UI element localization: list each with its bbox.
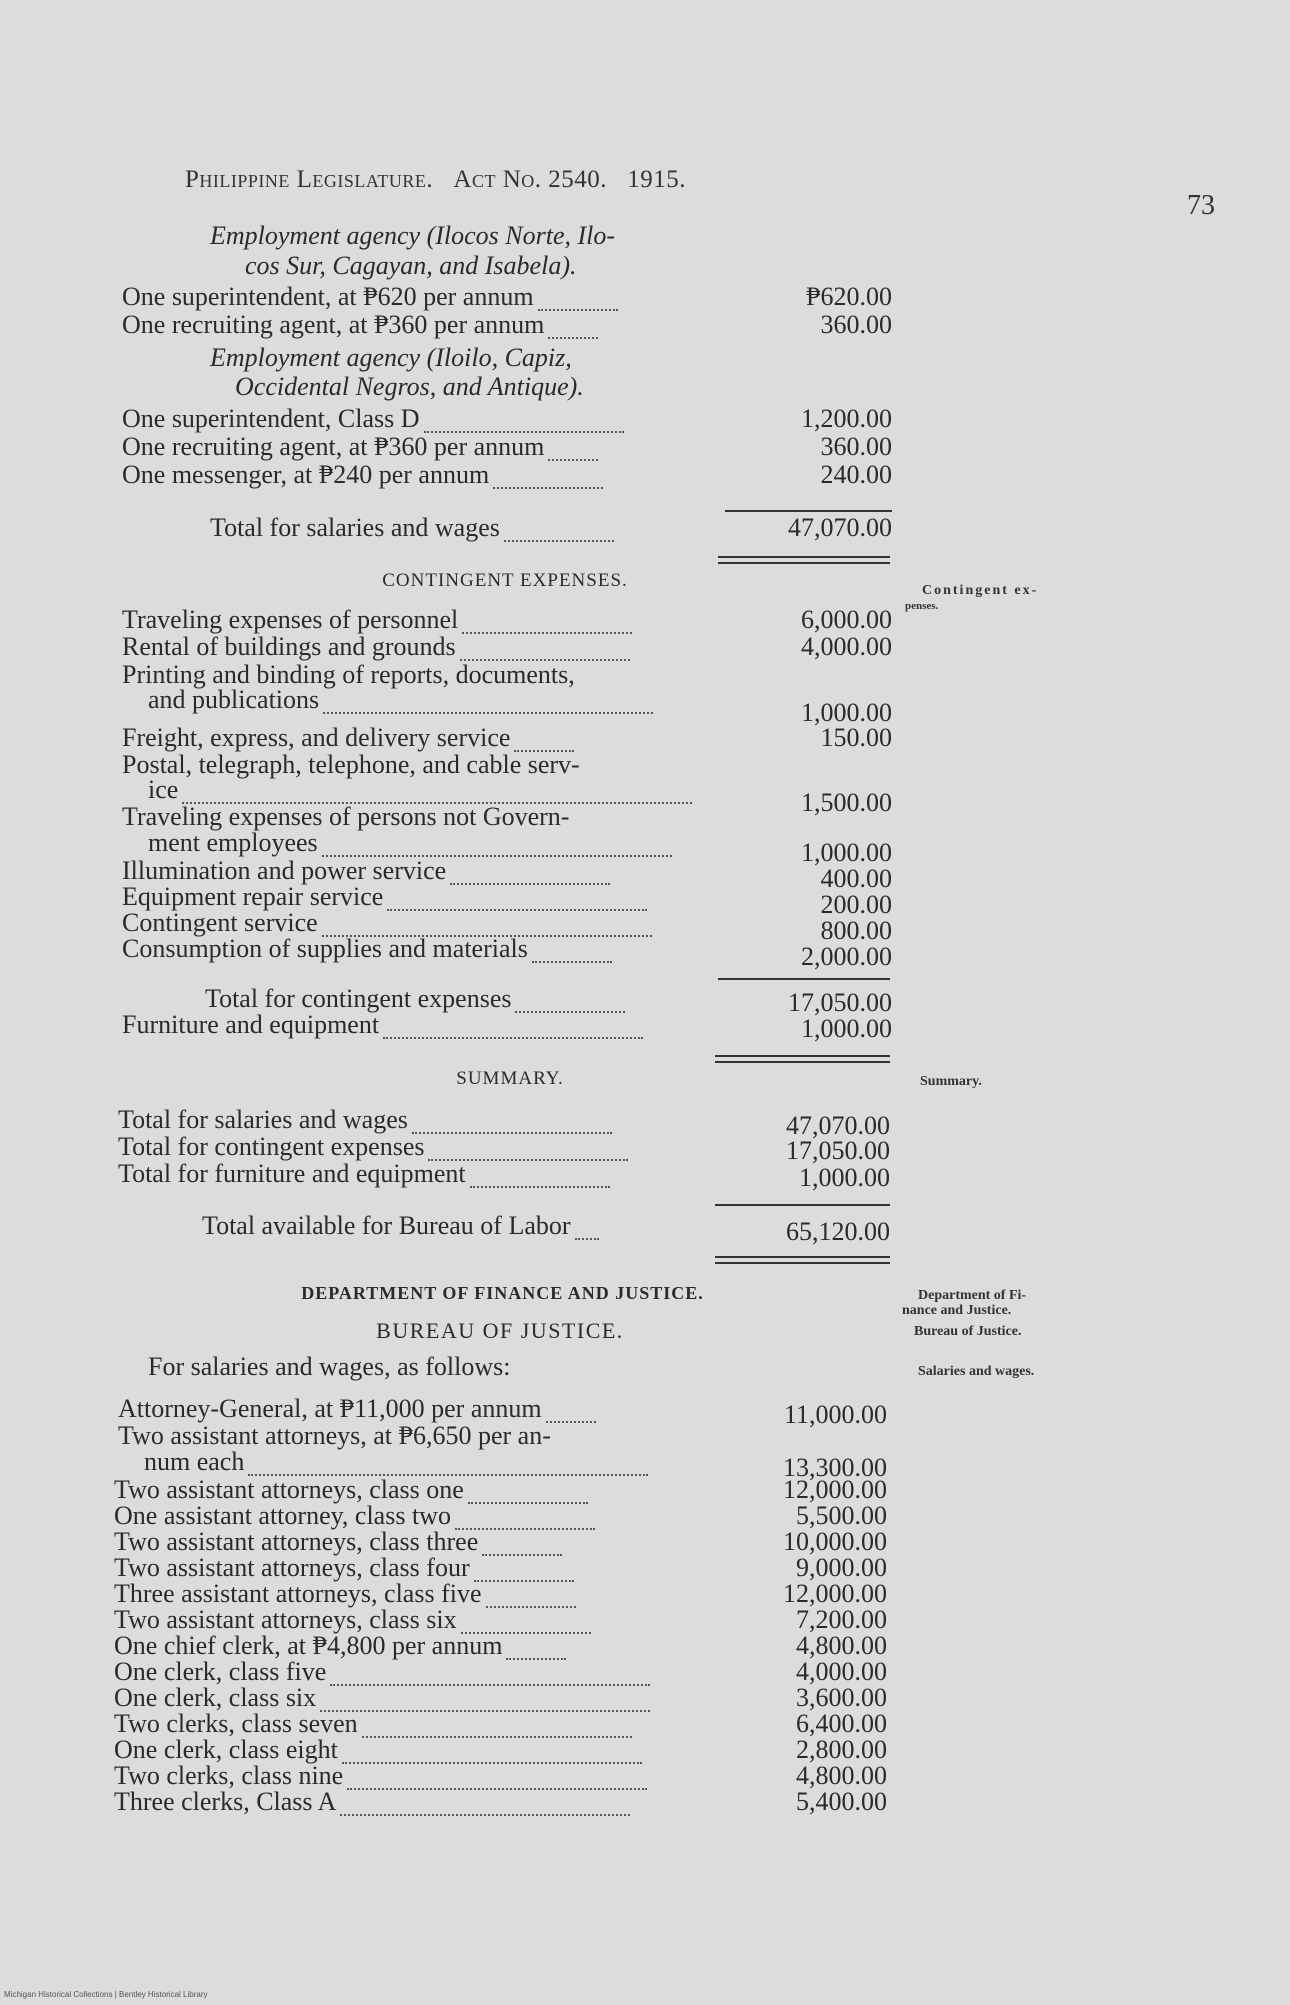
row-label: Total for salaries and wages [118, 1106, 408, 1134]
continuation-line: Printing and binding of reports, documents, [122, 660, 575, 689]
margin-note-department-1: Department of Fi- [918, 1288, 1027, 1303]
row-label: One recruiting agent, at ₱360 per annum [122, 311, 545, 339]
row-amount: 240.00 [820, 460, 892, 489]
row-label: One recruiting agent, at ₱360 per annum [122, 433, 545, 461]
total-row [0, 1212, 1290, 1246]
row-amount: 4,000.00 [796, 1657, 887, 1686]
ledger-row [0, 686, 1290, 727]
row-amount: 12,000.00 [783, 1475, 887, 1504]
ledger-row [0, 724, 1290, 752]
ledger-row [0, 1710, 1290, 1738]
row-label: Two assistant attorneys, class three [114, 1528, 479, 1556]
row-amount: 360.00 [820, 432, 892, 461]
margin-note-salaries: Salaries and wages. [918, 1364, 1035, 1379]
row-amount: 1,000.00 [799, 1163, 890, 1192]
department-heading: DEPARTMENT OF FINANCE AND JUSTICE. [301, 1283, 704, 1303]
row-amount: 200.00 [820, 890, 892, 919]
row-amount: 47,070.00 [786, 1111, 890, 1140]
page-number: 73 [1187, 190, 1215, 221]
ledger-row [0, 1133, 1290, 1165]
margin-note-summary: Summary. [920, 1074, 982, 1089]
margin-note-contingent-2: penses. [905, 600, 939, 612]
sum-rule [718, 978, 890, 980]
row-label: Equipment repair service [122, 883, 384, 911]
row-amount: 4,800.00 [796, 1631, 887, 1660]
ledger-row [0, 1606, 1290, 1634]
ledger-row [0, 1448, 1290, 1482]
margin-note-bureau: Bureau of Justice. [914, 1324, 1022, 1339]
row-amount: 13,300.00 [783, 1453, 887, 1482]
row-amount: 2,800.00 [796, 1735, 887, 1764]
double-rule [718, 562, 890, 564]
row-label: Consumption of supplies and materials [122, 935, 528, 963]
ledger-row [0, 1160, 1290, 1192]
row-amount: 400.00 [820, 864, 892, 893]
row-label: Total available for Bureau of Labor [202, 1212, 571, 1240]
row-amount: ₱620.00 [806, 282, 892, 311]
ledger-row [0, 405, 1290, 433]
ilocos-heading-line-1: Employment agency (Ilocos Norte, Ilo- [210, 221, 616, 250]
row-amount: 47,070.00 [788, 513, 892, 542]
ledger-row [0, 1632, 1290, 1660]
continuation-line: Two assistant attorneys, at ₱6,650 per an- [118, 1421, 551, 1450]
row-label: Three assistant attorneys, class five [114, 1580, 482, 1608]
row-amount: 1,000.00 [801, 698, 892, 727]
ledger-row [0, 829, 1290, 867]
row-amount: 5,400.00 [796, 1787, 887, 1816]
ledger-row [0, 1762, 1290, 1790]
row-amount: 7,200.00 [796, 1605, 887, 1634]
ledger-row [0, 1528, 1290, 1556]
ledger-row [0, 461, 1290, 489]
row-amount: 6,000.00 [801, 605, 892, 634]
continuation-line: Postal, telegraph, telephone, and cable serv- [122, 750, 580, 779]
ledger-row [0, 433, 1290, 461]
row-amount: 3,600.00 [796, 1683, 887, 1712]
row-label: Rental of buildings and grounds [122, 633, 456, 661]
row-amount: 360.00 [820, 310, 892, 339]
ledger-row [0, 1554, 1290, 1582]
row-amount: 4,000.00 [801, 632, 892, 661]
header-act: Act No. 2540. [453, 166, 608, 193]
row-amount: 11,000.00 [783, 1400, 887, 1429]
ledger-row [0, 1502, 1290, 1530]
row-amount: 6,400.00 [796, 1709, 887, 1738]
row-amount: 5,500.00 [796, 1501, 887, 1530]
row-amount: 65,120.00 [786, 1217, 890, 1246]
iloilo-heading-line-1: Employment agency (Iloilo, Capiz, [210, 343, 572, 372]
row-amount: 10,000.00 [783, 1527, 887, 1556]
bureau-heading: BUREAU OF JUSTICE. [376, 1318, 624, 1343]
double-rule [715, 1256, 890, 1258]
row-amount: 12,000.00 [783, 1579, 887, 1608]
double-rule [718, 556, 890, 558]
total-row [0, 514, 1290, 542]
row-label: One assistant attorney, class two [114, 1502, 451, 1530]
row-amount: 1,500.00 [801, 788, 892, 817]
ledger-row [0, 1106, 1290, 1140]
row-label: Two assistant attorneys, class four [114, 1554, 470, 1582]
header-title: Philippine Legislature. [185, 166, 434, 193]
row-label: Total for contingent expenses [205, 985, 512, 1013]
row-label: Contingent service [122, 909, 318, 937]
row-label: One clerk, class eight [114, 1736, 338, 1764]
sum-rule [725, 510, 892, 512]
row-label: Two assistant attorneys, class one [114, 1476, 464, 1504]
row-amount: 17,050.00 [788, 988, 892, 1017]
total-row [0, 985, 1290, 1017]
double-rule [715, 1061, 890, 1063]
row-label: ice [148, 776, 179, 804]
row-label: ment employees [148, 829, 318, 857]
scan-footer: Michigan Historical Collections | Bentley Historical Library [4, 1990, 208, 1999]
ledger-row [0, 1788, 1290, 1816]
ledger-row [0, 1684, 1290, 1712]
row-label: Two clerks, class seven [114, 1710, 358, 1738]
row-label: One superintendent, Class D [122, 405, 420, 433]
ledger-row [0, 909, 1290, 945]
margin-note-contingent: Contingent ex- [922, 583, 1039, 598]
double-rule [715, 1055, 890, 1057]
continuation-line: Traveling expenses of persons not Govern- [122, 802, 570, 831]
sum-rule [715, 1204, 890, 1206]
row-amount: 4,800.00 [796, 1761, 887, 1790]
ledger-row [0, 1580, 1290, 1608]
row-label: One chief clerk, at ₱4,800 per annum [114, 1632, 503, 1660]
row-amount: 9,000.00 [796, 1553, 887, 1582]
row-label: Illumination and power service [122, 857, 447, 885]
row-label: One clerk, class five [114, 1658, 327, 1686]
running-header [185, 166, 845, 194]
ledger-row [0, 311, 1290, 339]
row-label: One messenger, at ₱240 per annum [122, 461, 490, 489]
summary-heading: SUMMARY. [456, 1068, 564, 1089]
salaries-intro: For salaries and wages, as follows: [148, 1352, 511, 1381]
row-label: and publications [148, 686, 320, 714]
header-year: 1915. [627, 166, 687, 193]
row-label: Attorney-General, at ₱11,000 per annum [118, 1395, 542, 1423]
row-label: Freight, express, and delivery service [122, 724, 511, 752]
row-label: One superintendent, at ₱620 per annum [122, 283, 534, 311]
row-amount: 150.00 [820, 723, 892, 752]
iloilo-heading-line-2: Occidental Negros, and Antique). [235, 372, 584, 401]
row-label: Total for contingent expenses [118, 1133, 425, 1161]
row-amount: 17,050.00 [786, 1136, 890, 1165]
row-amount: 1,000.00 [801, 838, 892, 867]
row-amount: 1,200.00 [801, 404, 892, 433]
row-label: Total for furniture and equipment [118, 1160, 466, 1188]
row-amount: 2,000.00 [801, 942, 892, 971]
ledger-row [0, 935, 1290, 971]
row-label: One clerk, class six [114, 1684, 317, 1712]
row-amount: 800.00 [820, 916, 892, 945]
margin-note-department-2: nance and Justice. [902, 1303, 1012, 1318]
ledger-row [0, 1736, 1290, 1764]
ledger-row [0, 606, 1290, 634]
row-label: Traveling expenses of personnel [122, 606, 459, 634]
row-label: Three clerks, Class A [114, 1788, 337, 1816]
ledger-row [0, 857, 1290, 893]
row-label: Two clerks, class nine [114, 1762, 344, 1790]
ledger-row [0, 633, 1290, 661]
row-label: Two assistant attorneys, class six [114, 1606, 457, 1634]
ledger-row [0, 1658, 1290, 1686]
double-rule [715, 1262, 890, 1264]
row-label: Furniture and equipment [122, 1011, 380, 1039]
contingent-heading: CONTINGENT EXPENSES. [382, 570, 628, 591]
ledger-row [0, 1011, 1290, 1043]
ilocos-heading-line-2: cos Sur, Cagayan, and Isabela). [245, 251, 577, 280]
row-amount: 1,000.00 [801, 1014, 892, 1043]
ledger-row [0, 1395, 1290, 1429]
ledger-row [0, 283, 1290, 311]
row-label: Total for salaries and wages [210, 514, 500, 542]
row-label: num each [144, 1448, 245, 1476]
ledger-row [0, 1476, 1290, 1504]
ledger-row [0, 883, 1290, 919]
